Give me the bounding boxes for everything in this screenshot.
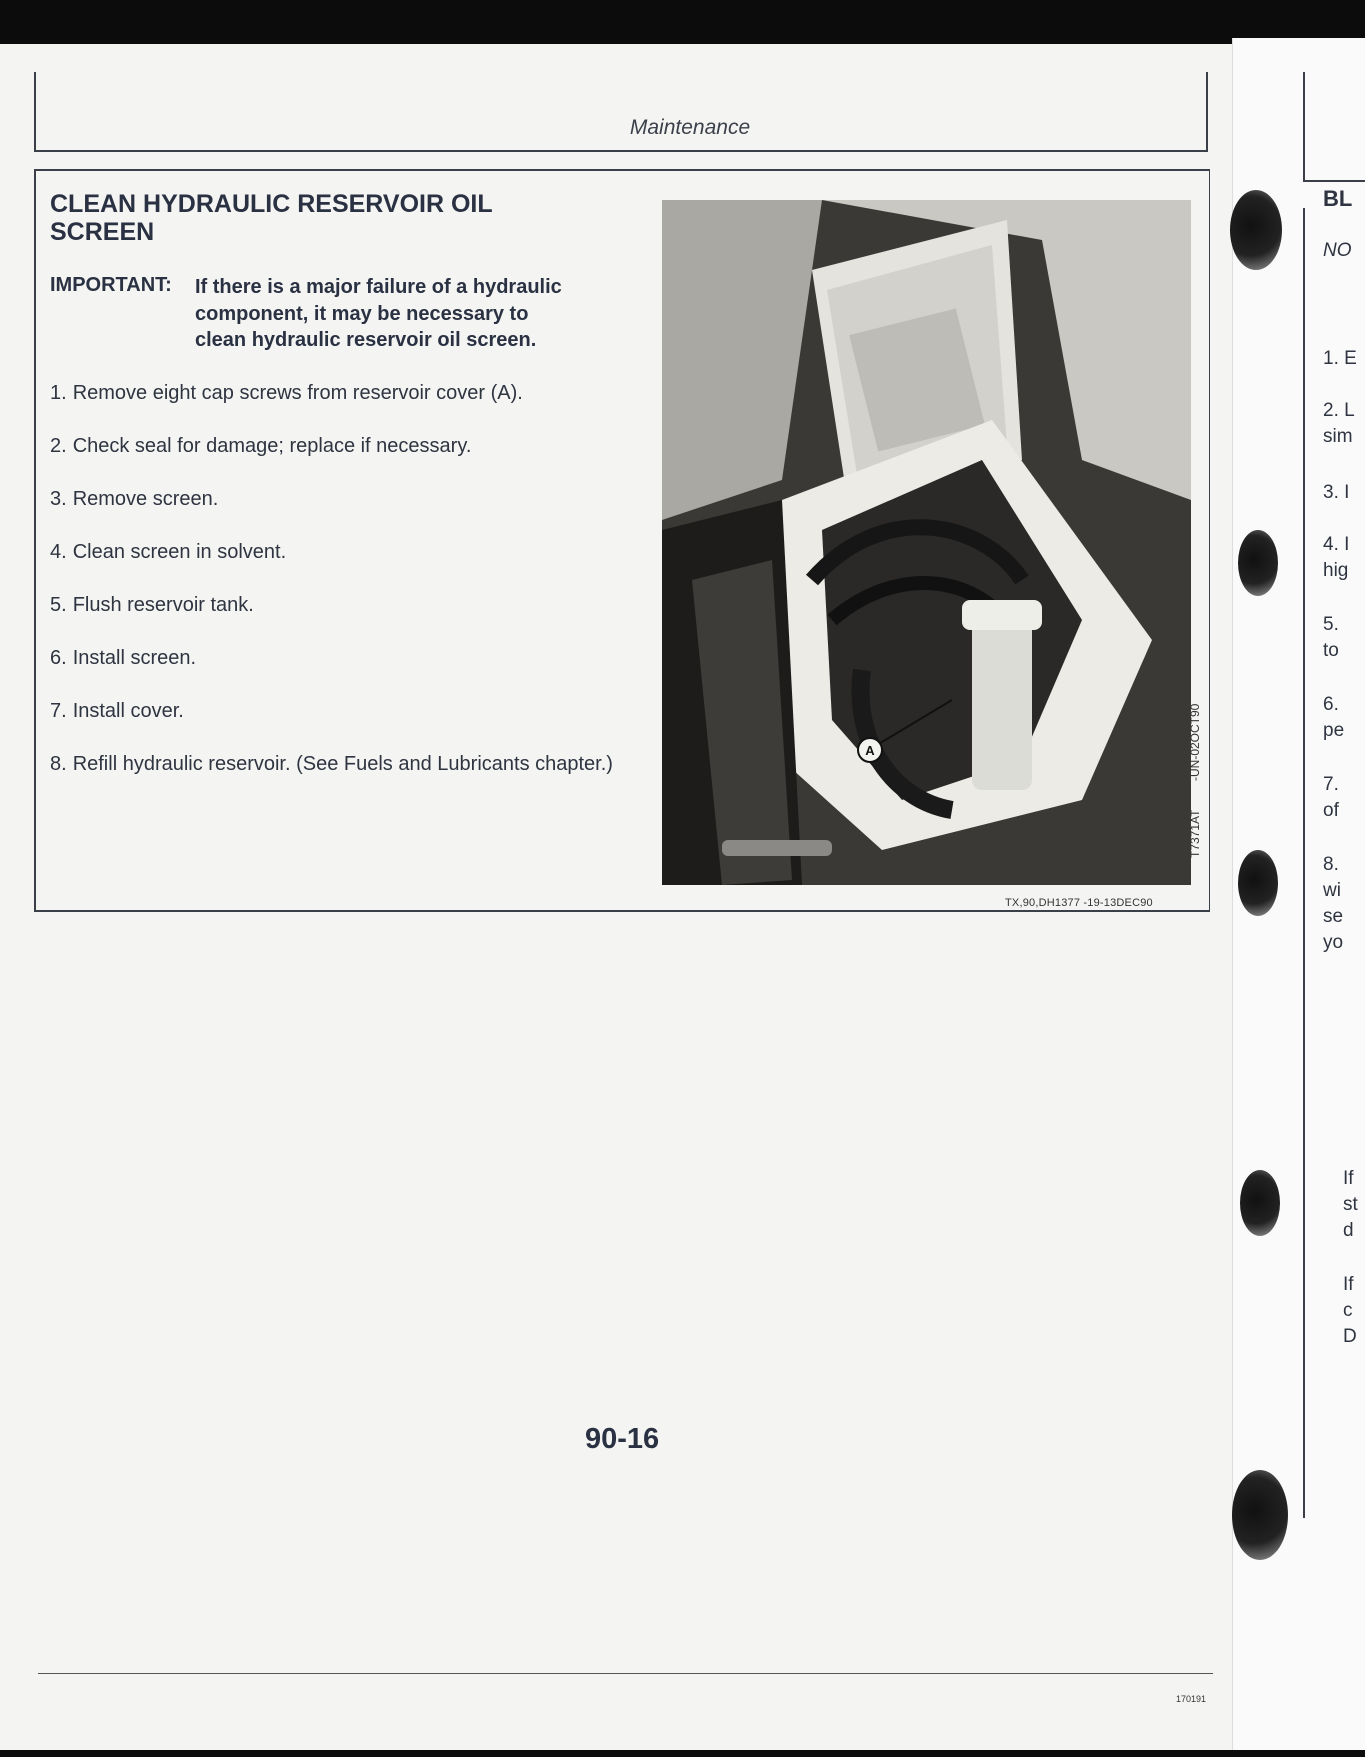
next-page-fragment: wi [1323, 880, 1341, 901]
next-page-heading: BL [1323, 186, 1353, 211]
binder-hole [1230, 190, 1282, 270]
photo-code-2: -UN-02OCT90 [1188, 703, 1202, 781]
binder-hole [1240, 1170, 1280, 1236]
next-page-fragment: d [1343, 1220, 1354, 1241]
procedure-steps [50, 380, 650, 804]
section-title [50, 190, 610, 246]
important-text [195, 274, 635, 354]
next-page-fragment: D [1343, 1326, 1357, 1347]
next-page-fragment: to [1323, 640, 1339, 661]
section-title-line-1: CLEAN HYDRAULIC RESERVOIR OIL [50, 190, 493, 218]
page-number: 90-16 [585, 1423, 660, 1455]
next-page-fragment: of [1323, 800, 1339, 821]
step-item: 8. Refill hydraulic reservoir. (See Fuels and Lubricants chapter.) [50, 753, 613, 775]
next-page-fragment: If [1343, 1168, 1354, 1189]
reference-code: TX,90,DH1377 -19-13DEC90 [1005, 897, 1153, 909]
step-item: 6. Install screen. [50, 647, 197, 669]
next-page-fragment: 1. E [1323, 348, 1357, 369]
reservoir-photo-drawing [662, 200, 1191, 885]
next-page-fragment: 6. [1323, 694, 1339, 715]
important-line-2: component, it may be necessary to [195, 302, 529, 325]
next-page-fragment: 3. I [1323, 482, 1350, 503]
next-page-note: NO [1323, 240, 1352, 261]
next-page-fragment: 5. [1323, 614, 1339, 635]
step-item: 1. Remove eight cap screws from reservoir cover (A). [50, 382, 523, 404]
scan-bottom-border [0, 1750, 1365, 1757]
next-page-fragment: se [1323, 906, 1344, 927]
photo-code-1: T7371AT [1188, 809, 1202, 858]
step-item: 2. Check seal for damage; replace if necessary. [50, 435, 472, 457]
running-header: Maintenance [629, 116, 751, 139]
header-left-rule [34, 72, 36, 152]
important-line-3: clean hydraulic reservoir oil screen. [195, 329, 537, 351]
footer-code: 170191 [1176, 1694, 1207, 1704]
next-page-fragment: pe [1323, 720, 1345, 741]
next-page-fragment: 4. I [1323, 534, 1350, 555]
step-item: 7. Install cover. [50, 700, 184, 722]
important-line-1: If there is a major failure of a hydraulic [195, 276, 562, 298]
next-page-fragment: c [1343, 1300, 1353, 1321]
next-page-fragment: sim [1323, 426, 1353, 447]
next-page-header-rule [1303, 72, 1305, 182]
reservoir-photo [662, 200, 1191, 885]
next-page-header-bottom [1303, 180, 1365, 182]
header-right-rule [1206, 72, 1208, 152]
header-bottom-rule [34, 150, 1208, 152]
scan-top-border [0, 0, 1365, 44]
binder-hole [1232, 1470, 1288, 1560]
binder-hole [1238, 530, 1278, 596]
callout-label: A [865, 743, 875, 758]
step-item: 5. Flush reservoir tank. [50, 594, 254, 616]
binder-hole [1238, 850, 1278, 916]
next-page-fragment: 7. [1323, 774, 1339, 795]
section-title-line-2: SCREEN [50, 218, 155, 246]
important-label: IMPORTANT: [50, 274, 172, 296]
next-page-fragment: yo [1323, 932, 1344, 953]
next-page-fragment: 2. L [1323, 400, 1355, 421]
step-item: 3. Remove screen. [50, 488, 219, 510]
next-page-fragment: If [1343, 1274, 1354, 1295]
next-page-box-left [1303, 208, 1305, 1518]
next-page-fragment: 8. [1323, 854, 1339, 875]
step-item: 4. Clean screen in solvent. [50, 541, 287, 563]
next-page-fragment: hig [1323, 560, 1349, 581]
next-page-fragment: st [1343, 1194, 1358, 1215]
footer-rule [38, 1673, 1213, 1674]
